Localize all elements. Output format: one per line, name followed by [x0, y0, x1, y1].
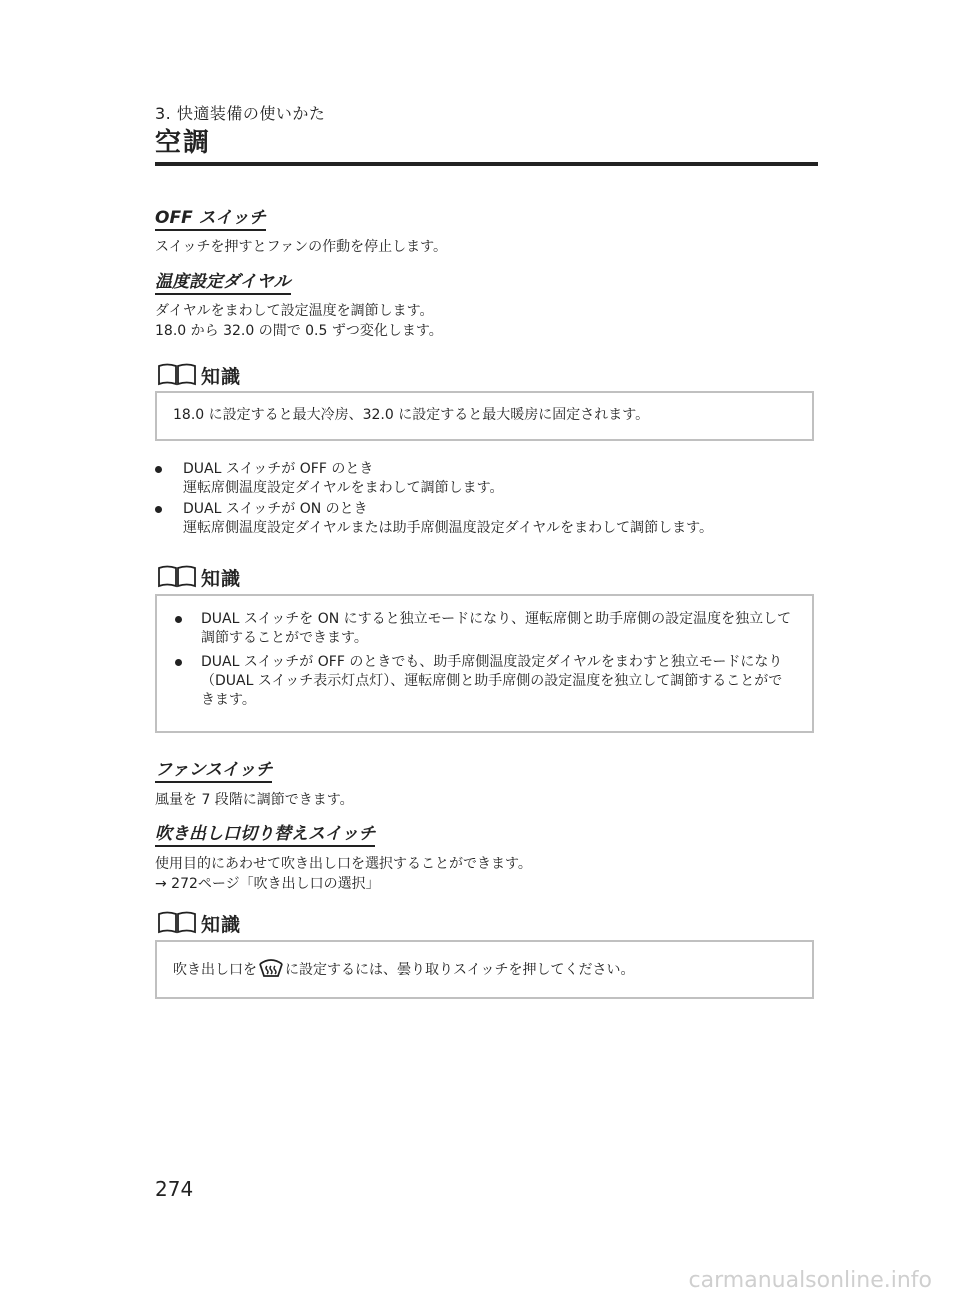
- note-label: 知識: [201, 567, 242, 590]
- bullet-icon: [175, 616, 182, 623]
- title-divider: [155, 162, 818, 166]
- chapter-label: 3. 快適装備の使いかた: [155, 104, 326, 123]
- note-2-item-1: DUAL スイッチを ON にすると独立モードになり、運転席側と助手席側の設定温度を独立して調節することができます。: [201, 611, 792, 646]
- list-item-sub: 運転席側温度設定ダイヤルをまわして調節します。: [183, 480, 504, 496]
- bullet-icon: [155, 506, 162, 513]
- off-switch-text: スイッチを押すとファンの作動を停止します。: [155, 239, 448, 255]
- list-item-sub: 運転席側温度設定ダイヤルまたは助手席側温度設定ダイヤルをまわして調節します。: [183, 520, 714, 536]
- note-1-text: 18.0 に設定すると最大冷房、32.0 に設定すると最大暖房に固定されます。: [173, 407, 650, 423]
- list-item: [173, 610, 796, 648]
- page-title: 空調: [155, 128, 212, 158]
- list-item-title: DUAL スイッチが ON のとき: [183, 501, 368, 517]
- note-label: 知識: [201, 913, 242, 936]
- watermark: carmanualsonline.info: [688, 1268, 932, 1293]
- note-3-text-before: 吹き出し口を: [173, 962, 257, 978]
- dual-switch-list: [155, 460, 818, 540]
- note-heading-2: [157, 564, 241, 590]
- open-book-icon: [157, 363, 197, 387]
- open-book-icon: [157, 565, 197, 589]
- open-book-icon: [157, 911, 197, 935]
- list-item-title: DUAL スイッチが OFF のとき: [183, 461, 374, 477]
- bullet-icon: [155, 466, 162, 473]
- temp-dial-text-2: 18.0 から 32.0 の間で 0.5 ずつ変化します。: [155, 323, 443, 339]
- list-item: [173, 653, 796, 710]
- section-heading-off-switch: OFF スイッチ: [155, 208, 266, 231]
- note-3-text-after: に設定するには、曇り取りスイッチを押してください。: [285, 962, 635, 978]
- vent-switch-text-1: 使用目的にあわせて吹き出し口を選択することができます。: [155, 856, 532, 872]
- vent-switch-reference-link[interactable]: → 272ページ「吹き出し口の選択」: [155, 876, 380, 892]
- note-box-2: [155, 594, 814, 733]
- bullet-icon: [175, 659, 182, 666]
- list-item: [155, 460, 818, 498]
- note-box-3: [155, 940, 814, 999]
- temp-dial-text-1: ダイヤルをまわして設定温度を調節します。: [155, 303, 434, 319]
- section-heading-vent-switch: 吹き出し口切り替えスイッチ: [155, 824, 375, 847]
- note-box-1: [155, 391, 814, 441]
- windshield-defrost-icon: [257, 954, 285, 980]
- list-item: [155, 500, 818, 538]
- section-heading-fan-switch: ファンスイッチ: [155, 760, 272, 783]
- note-label: 知識: [201, 365, 242, 388]
- note-2-item-2: DUAL スイッチが OFF のときでも、助手席側温度設定ダイヤルをまわすと独立モードになり（DUAL スイッチ表示灯点灯）、運転席側と助手席側の設定温度を独立して調節することができます。: [201, 654, 783, 708]
- note-heading-3: [157, 910, 241, 936]
- fan-switch-text: 風量を 7 段階に調節できます。: [155, 792, 354, 808]
- note-heading-1: [157, 362, 241, 388]
- section-heading-temp-dial: 温度設定ダイヤル: [155, 272, 291, 295]
- page-number: 274: [155, 1177, 194, 1201]
